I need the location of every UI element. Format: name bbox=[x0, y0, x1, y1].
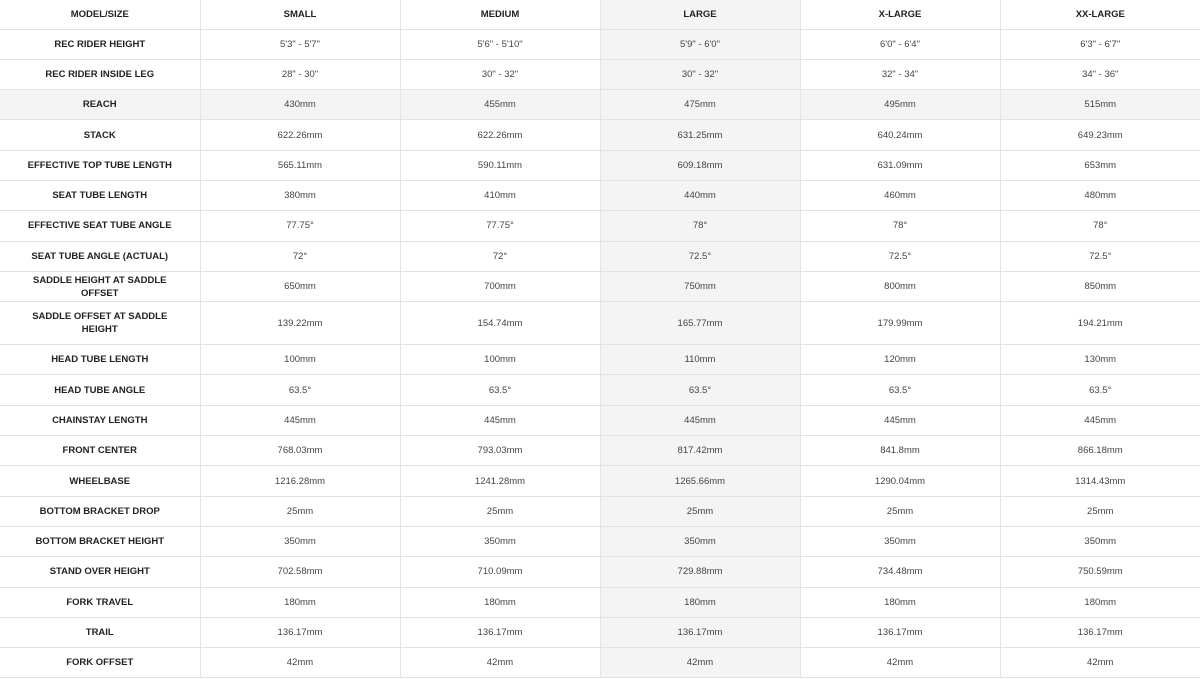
cell-large: 729.88mm bbox=[600, 557, 800, 587]
row-label: SADDLE HEIGHT AT SADDLE OFFSET bbox=[0, 271, 200, 301]
cell-x-large: 460mm bbox=[800, 180, 1000, 210]
cell-x-large: 1290.04mm bbox=[800, 466, 1000, 496]
cell-xx-large: 350mm bbox=[1000, 526, 1200, 556]
table-row bbox=[0, 180, 1200, 210]
cell-small: 380mm bbox=[200, 180, 400, 210]
header-small: SMALL bbox=[200, 0, 400, 29]
cell-small: 25mm bbox=[200, 496, 400, 526]
cell-small: 63.5° bbox=[200, 375, 400, 405]
cell-small: 180mm bbox=[200, 587, 400, 617]
cell-large: 631.25mm bbox=[600, 120, 800, 150]
cell-medium: 25mm bbox=[400, 496, 600, 526]
table-body bbox=[0, 29, 1200, 678]
cell-x-large: 734.48mm bbox=[800, 557, 1000, 587]
cell-small: 42mm bbox=[200, 648, 400, 678]
cell-large: 180mm bbox=[600, 587, 800, 617]
header-x-large: X-LARGE bbox=[800, 0, 1000, 29]
cell-small: 350mm bbox=[200, 526, 400, 556]
table-row bbox=[0, 557, 1200, 587]
cell-x-large: 72.5° bbox=[800, 241, 1000, 271]
cell-medium: 42mm bbox=[400, 648, 600, 678]
cell-x-large: 495mm bbox=[800, 90, 1000, 120]
cell-xx-large: 445mm bbox=[1000, 405, 1200, 435]
row-label: WHEELBASE bbox=[0, 466, 200, 496]
cell-large: 78° bbox=[600, 211, 800, 241]
cell-medium: 710.09mm bbox=[400, 557, 600, 587]
cell-medium: 445mm bbox=[400, 405, 600, 435]
cell-x-large: 136.17mm bbox=[800, 617, 1000, 647]
cell-x-large: 350mm bbox=[800, 526, 1000, 556]
table-row bbox=[0, 271, 1200, 301]
row-label: REACH bbox=[0, 90, 200, 120]
header-xx-large: XX-LARGE bbox=[1000, 0, 1200, 29]
cell-large: 165.77mm bbox=[600, 302, 800, 345]
cell-medium: 30" - 32" bbox=[400, 59, 600, 89]
cell-large: 5'9" - 6'0" bbox=[600, 29, 800, 59]
table-row bbox=[0, 526, 1200, 556]
cell-xx-large: 25mm bbox=[1000, 496, 1200, 526]
cell-xx-large: 78° bbox=[1000, 211, 1200, 241]
cell-large: 136.17mm bbox=[600, 617, 800, 647]
cell-large: 445mm bbox=[600, 405, 800, 435]
header-row bbox=[0, 0, 1200, 29]
cell-x-large: 78° bbox=[800, 211, 1000, 241]
table-row bbox=[0, 241, 1200, 271]
cell-medium: 63.5° bbox=[400, 375, 600, 405]
table-row bbox=[0, 375, 1200, 405]
cell-x-large: 445mm bbox=[800, 405, 1000, 435]
table-row bbox=[0, 466, 1200, 496]
cell-small: 77.75° bbox=[200, 211, 400, 241]
header-model-size: MODEL/SIZE bbox=[0, 0, 200, 29]
cell-x-large: 6'0" - 6'4" bbox=[800, 29, 1000, 59]
cell-small: 5'3" - 5'7" bbox=[200, 29, 400, 59]
cell-xx-large: 6'3" - 6'7" bbox=[1000, 29, 1200, 59]
table-row bbox=[0, 302, 1200, 345]
cell-xx-large: 34" - 36" bbox=[1000, 59, 1200, 89]
cell-large: 110mm bbox=[600, 345, 800, 375]
row-label: FRONT CENTER bbox=[0, 436, 200, 466]
cell-x-large: 63.5° bbox=[800, 375, 1000, 405]
table-row bbox=[0, 648, 1200, 678]
cell-small: 430mm bbox=[200, 90, 400, 120]
cell-xx-large: 130mm bbox=[1000, 345, 1200, 375]
cell-xx-large: 194.21mm bbox=[1000, 302, 1200, 345]
cell-large: 350mm bbox=[600, 526, 800, 556]
cell-xx-large: 750.59mm bbox=[1000, 557, 1200, 587]
cell-small: 622.26mm bbox=[200, 120, 400, 150]
cell-x-large: 640.24mm bbox=[800, 120, 1000, 150]
cell-large: 72.5° bbox=[600, 241, 800, 271]
cell-small: 72° bbox=[200, 241, 400, 271]
cell-small: 445mm bbox=[200, 405, 400, 435]
cell-medium: 100mm bbox=[400, 345, 600, 375]
table-row bbox=[0, 59, 1200, 89]
table-row bbox=[0, 587, 1200, 617]
cell-medium: 350mm bbox=[400, 526, 600, 556]
cell-small: 136.17mm bbox=[200, 617, 400, 647]
row-label: REC RIDER INSIDE LEG bbox=[0, 59, 200, 89]
row-label: SEAT TUBE ANGLE (ACTUAL) bbox=[0, 241, 200, 271]
row-label: EFFECTIVE TOP TUBE LENGTH bbox=[0, 150, 200, 180]
row-label: HEAD TUBE LENGTH bbox=[0, 345, 200, 375]
cell-xx-large: 42mm bbox=[1000, 648, 1200, 678]
header-large: LARGE bbox=[600, 0, 800, 29]
cell-xx-large: 180mm bbox=[1000, 587, 1200, 617]
row-label: EFFECTIVE SEAT TUBE ANGLE bbox=[0, 211, 200, 241]
cell-large: 817.42mm bbox=[600, 436, 800, 466]
cell-large: 1265.66mm bbox=[600, 466, 800, 496]
cell-large: 63.5° bbox=[600, 375, 800, 405]
cell-x-large: 800mm bbox=[800, 271, 1000, 301]
cell-small: 28" - 30" bbox=[200, 59, 400, 89]
cell-large: 475mm bbox=[600, 90, 800, 120]
row-label: SADDLE OFFSET AT SADDLE HEIGHT bbox=[0, 302, 200, 345]
cell-medium: 410mm bbox=[400, 180, 600, 210]
cell-small: 1216.28mm bbox=[200, 466, 400, 496]
cell-x-large: 42mm bbox=[800, 648, 1000, 678]
cell-xx-large: 649.23mm bbox=[1000, 120, 1200, 150]
row-label: TRAIL bbox=[0, 617, 200, 647]
cell-x-large: 180mm bbox=[800, 587, 1000, 617]
cell-small: 100mm bbox=[200, 345, 400, 375]
cell-x-large: 32" - 34" bbox=[800, 59, 1000, 89]
cell-x-large: 841.8mm bbox=[800, 436, 1000, 466]
table-row bbox=[0, 405, 1200, 435]
cell-medium: 154.74mm bbox=[400, 302, 600, 345]
row-label: REC RIDER HEIGHT bbox=[0, 29, 200, 59]
cell-medium: 455mm bbox=[400, 90, 600, 120]
row-label: BOTTOM BRACKET HEIGHT bbox=[0, 526, 200, 556]
cell-xx-large: 72.5° bbox=[1000, 241, 1200, 271]
row-label: CHAINSTAY LENGTH bbox=[0, 405, 200, 435]
row-label: STAND OVER HEIGHT bbox=[0, 557, 200, 587]
cell-xx-large: 136.17mm bbox=[1000, 617, 1200, 647]
cell-large: 42mm bbox=[600, 648, 800, 678]
cell-medium: 180mm bbox=[400, 587, 600, 617]
cell-x-large: 120mm bbox=[800, 345, 1000, 375]
table-row bbox=[0, 90, 1200, 120]
cell-medium: 72° bbox=[400, 241, 600, 271]
table-row bbox=[0, 496, 1200, 526]
header-medium: MEDIUM bbox=[400, 0, 600, 29]
row-label: BOTTOM BRACKET DROP bbox=[0, 496, 200, 526]
row-label: HEAD TUBE ANGLE bbox=[0, 375, 200, 405]
cell-xx-large: 866.18mm bbox=[1000, 436, 1200, 466]
cell-medium: 622.26mm bbox=[400, 120, 600, 150]
cell-xx-large: 63.5° bbox=[1000, 375, 1200, 405]
cell-medium: 136.17mm bbox=[400, 617, 600, 647]
cell-xx-large: 850mm bbox=[1000, 271, 1200, 301]
cell-small: 139.22mm bbox=[200, 302, 400, 345]
cell-xx-large: 653mm bbox=[1000, 150, 1200, 180]
cell-small: 702.58mm bbox=[200, 557, 400, 587]
cell-xx-large: 515mm bbox=[1000, 90, 1200, 120]
cell-large: 440mm bbox=[600, 180, 800, 210]
cell-medium: 590.11mm bbox=[400, 150, 600, 180]
cell-small: 650mm bbox=[200, 271, 400, 301]
cell-x-large: 631.09mm bbox=[800, 150, 1000, 180]
table-row bbox=[0, 150, 1200, 180]
cell-x-large: 179.99mm bbox=[800, 302, 1000, 345]
cell-xx-large: 480mm bbox=[1000, 180, 1200, 210]
table-row bbox=[0, 29, 1200, 59]
cell-large: 30" - 32" bbox=[600, 59, 800, 89]
table-row bbox=[0, 345, 1200, 375]
cell-large: 750mm bbox=[600, 271, 800, 301]
cell-medium: 700mm bbox=[400, 271, 600, 301]
cell-medium: 77.75° bbox=[400, 211, 600, 241]
table-row bbox=[0, 120, 1200, 150]
cell-xx-large: 1314.43mm bbox=[1000, 466, 1200, 496]
row-label: FORK TRAVEL bbox=[0, 587, 200, 617]
cell-medium: 5'6" - 5'10" bbox=[400, 29, 600, 59]
row-label: FORK OFFSET bbox=[0, 648, 200, 678]
row-label: SEAT TUBE LENGTH bbox=[0, 180, 200, 210]
cell-small: 768.03mm bbox=[200, 436, 400, 466]
table-row bbox=[0, 617, 1200, 647]
cell-medium: 1241.28mm bbox=[400, 466, 600, 496]
cell-large: 25mm bbox=[600, 496, 800, 526]
cell-medium: 793.03mm bbox=[400, 436, 600, 466]
row-label: STACK bbox=[0, 120, 200, 150]
cell-x-large: 25mm bbox=[800, 496, 1000, 526]
table-row bbox=[0, 436, 1200, 466]
cell-large: 609.18mm bbox=[600, 150, 800, 180]
table-row bbox=[0, 211, 1200, 241]
cell-small: 565.11mm bbox=[200, 150, 400, 180]
